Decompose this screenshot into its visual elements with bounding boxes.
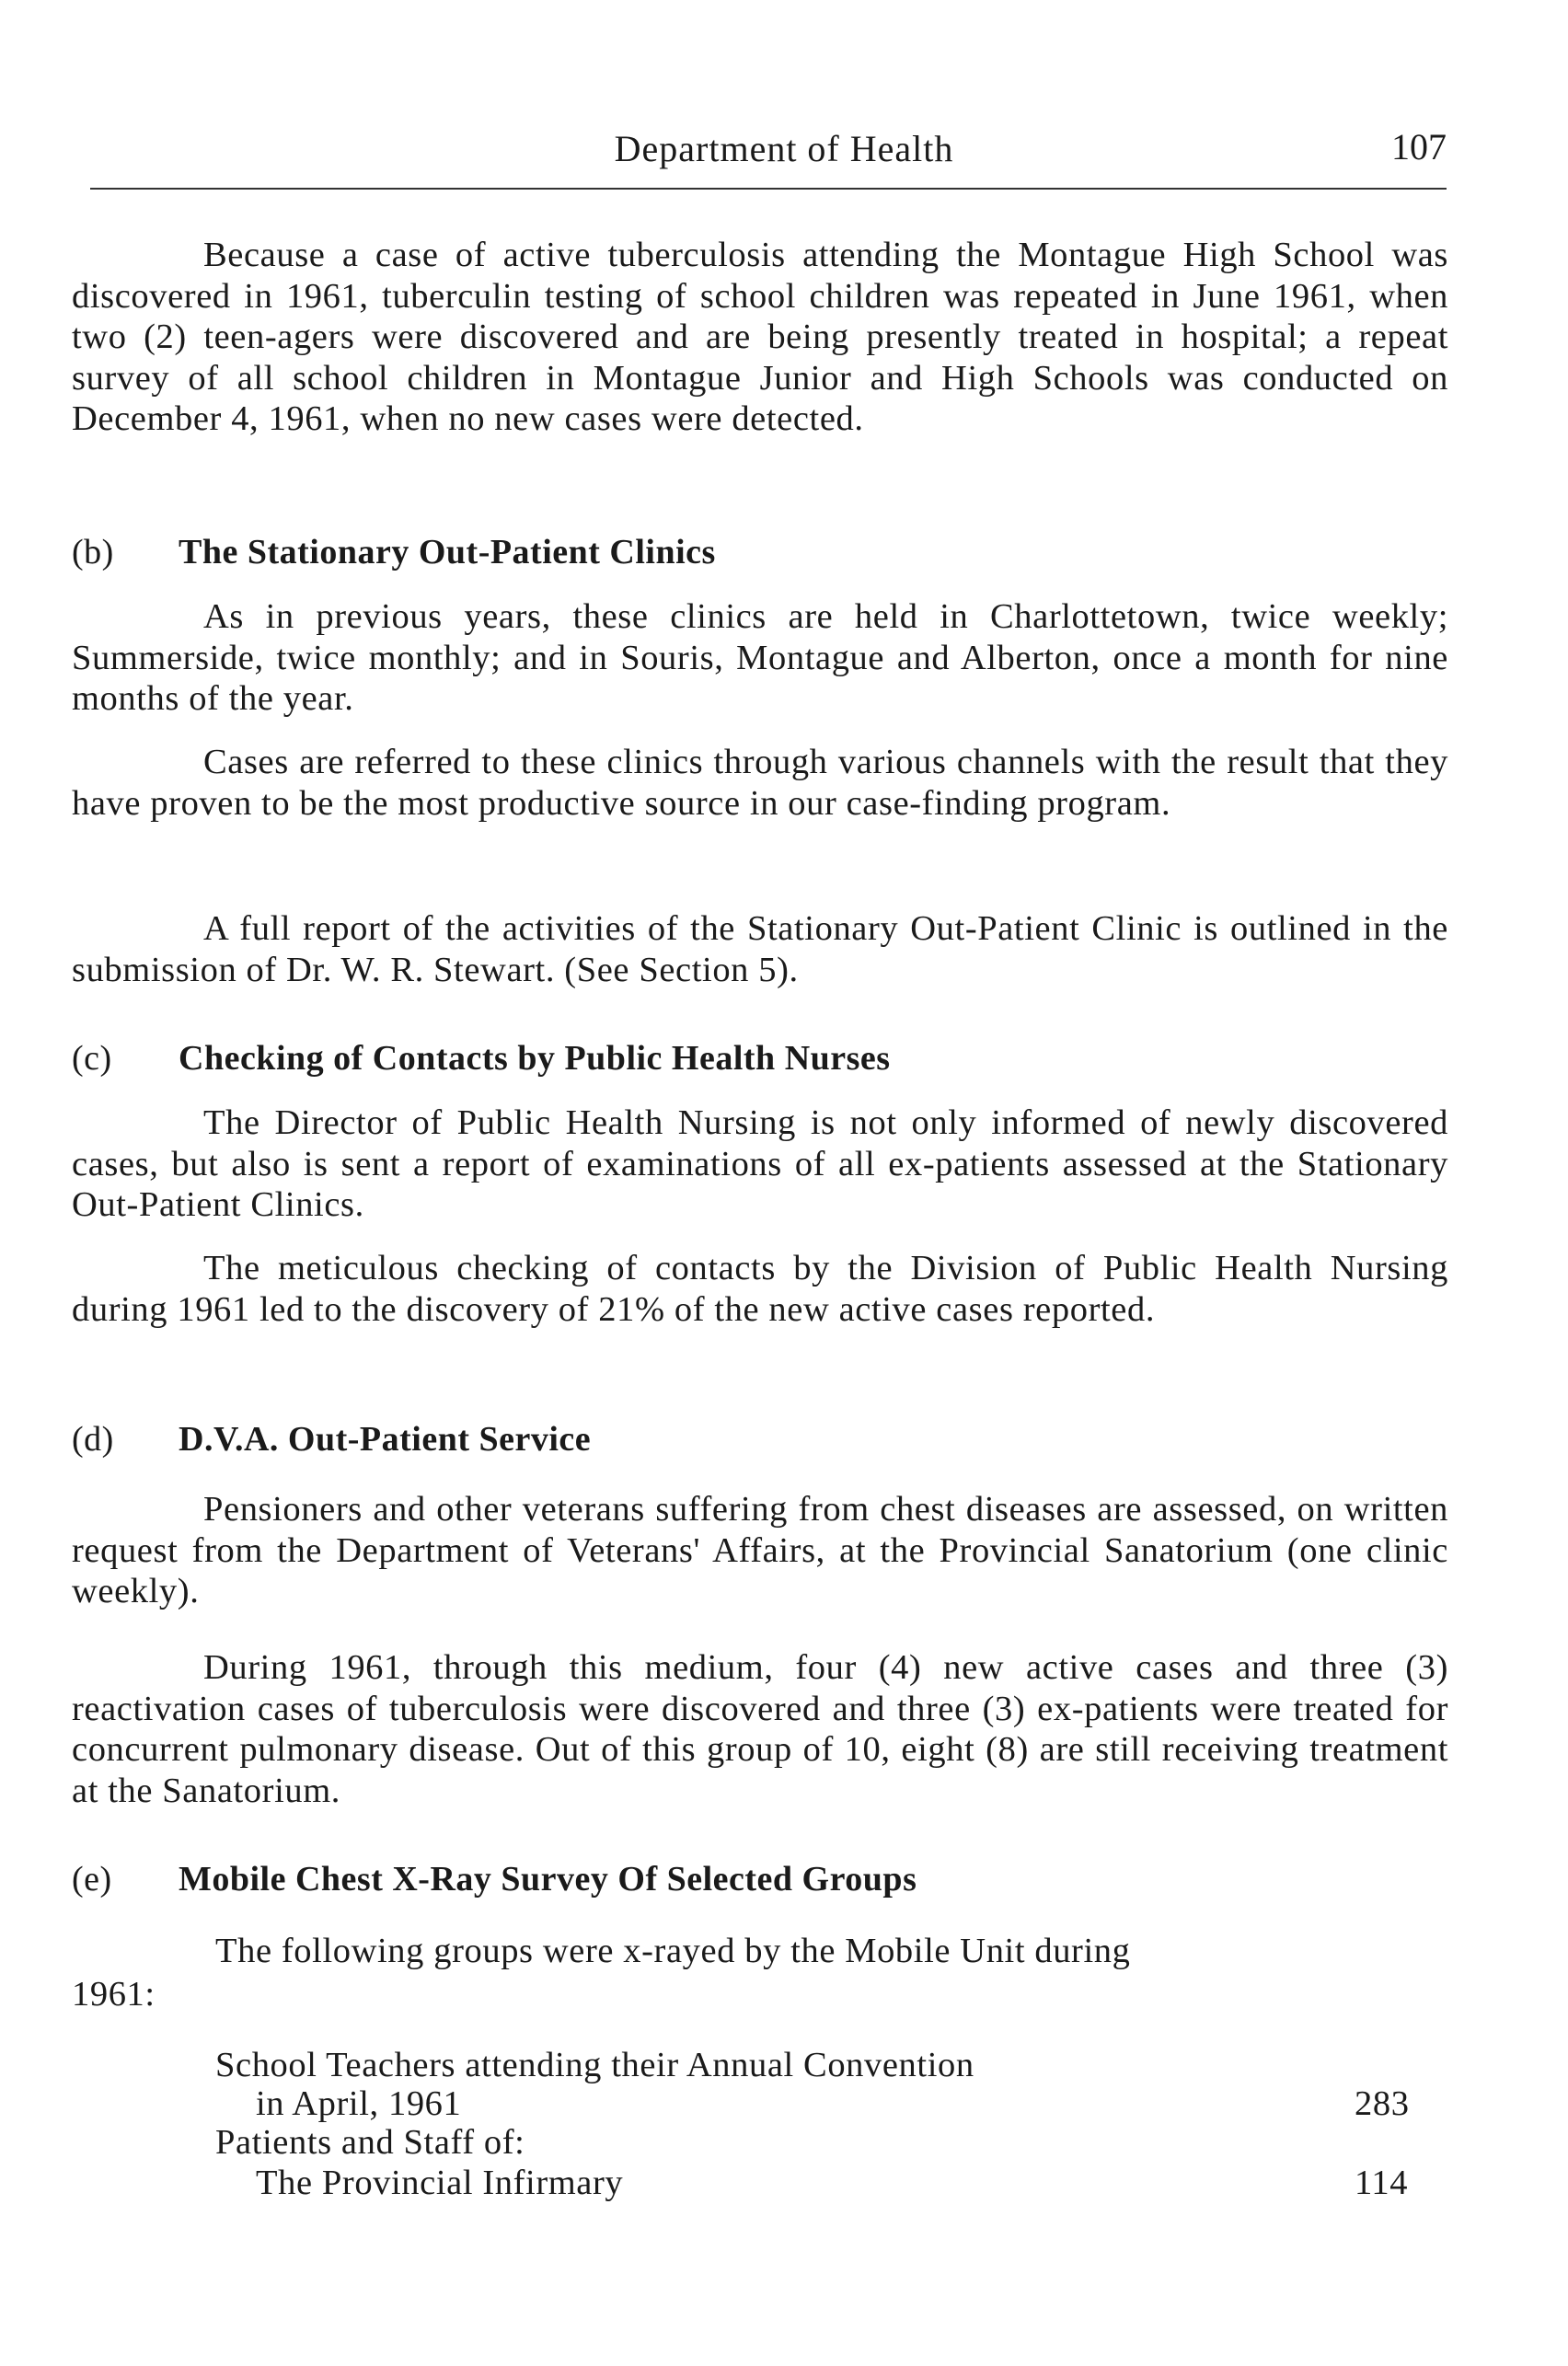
group-1-line-2: in April, 1961	[256, 2084, 462, 2123]
section-c-heading	[72, 1038, 891, 1079]
section-b-paragraph-1: As in previous years, these clinics are held in Charlottetown, twice weekly; Summerside, twice monthly; and in Souris, Montague and Alberton, once a month for nine months of the year.	[72, 597, 1448, 718]
group-1-line-1: School Teachers attending their Annual Convention	[215, 2046, 974, 2084]
section-b-paragraph-3: A full report of the activities of the Stationary Out-Patient Clinic is outlined in the submission of Dr. W. R. Stewart. (See Section 5).	[72, 909, 1448, 989]
section-d-title: D.V.A. Out-Patient Service	[179, 1420, 592, 1459]
group-2-line-2: The Provincial Infirmary	[256, 2164, 624, 2202]
section-e-intro-text: The following groups were x-rayed by the Mobile Unit during	[215, 1932, 1131, 1970]
section-e-label: (e)	[72, 1860, 112, 1899]
section-e-intro-line-2: 1961:	[72, 1975, 156, 2014]
section-c-title: Checking of Contacts by Public Health Nurses	[179, 1039, 891, 1078]
section-e-heading	[72, 1859, 917, 1899]
header-rule	[90, 188, 1447, 190]
intro-paragraph: Because a case of active tuberculosis attending the Montague High School was discovered in 1961, tuberculin testing of school children was repeated in June 1961, when two (2) teen-agers were discovered and are being presently treated in hospital; a repeat survey of all school children in Montague Junior and High Schools was conducted on December 4, 1961, when no new cases were detected.	[72, 236, 1448, 438]
section-b-heading	[72, 532, 716, 572]
section-b-title: The Stationary Out-Patient Clinics	[179, 533, 716, 571]
section-c-label: (c)	[72, 1039, 112, 1078]
group-2-count: 114	[1355, 2164, 1409, 2202]
running-header-title: Department of Health	[614, 128, 954, 169]
group-1-count: 283	[1355, 2084, 1410, 2123]
section-d-heading	[72, 1419, 591, 1460]
section-b-label: (b)	[72, 533, 114, 571]
section-d-label: (d)	[72, 1420, 114, 1459]
section-d-paragraph-1: Pensioners and other veterans suffering from chest diseases are assessed, on written request from the Department of Veterans' Affairs, at the Provincial Sanatorium (one clinic weekly).	[72, 1490, 1448, 1610]
section-b-paragraph-2: Cases are referred to these clinics through various channels with the result that they have proven to be the most productive source in our case-finding program.	[72, 743, 1448, 823]
section-d-paragraph-2: During 1961, through this medium, four (4) new active cases and three (3) reactivation cases of tuberculosis were discovered and three (3) ex-patients were treated for concurrent pulmonary disease. Out of this group of 10, eight (8) are still receiving treatment at the Sanatorium.	[72, 1648, 1448, 1810]
page-number: 107	[1391, 126, 1447, 167]
section-c-paragraph-1: The Director of Public Health Nursing is not only informed of newly discovered cases, but also is sent a report of examinations of all ex-patients assessed at the Stationary Out-Patient Clinics.	[72, 1103, 1448, 1224]
section-e-intro-line-1	[215, 1931, 1448, 1971]
group-2-line-1: Patients and Staff of:	[215, 2123, 525, 2162]
section-e-title: Mobile Chest X-Ray Survey Of Selected Groups	[179, 1860, 917, 1899]
section-c-paragraph-2: The meticulous checking of contacts by the Division of Public Health Nursing during 1961 led to the discovery of 21% of the new active cases reported.	[72, 1249, 1448, 1329]
